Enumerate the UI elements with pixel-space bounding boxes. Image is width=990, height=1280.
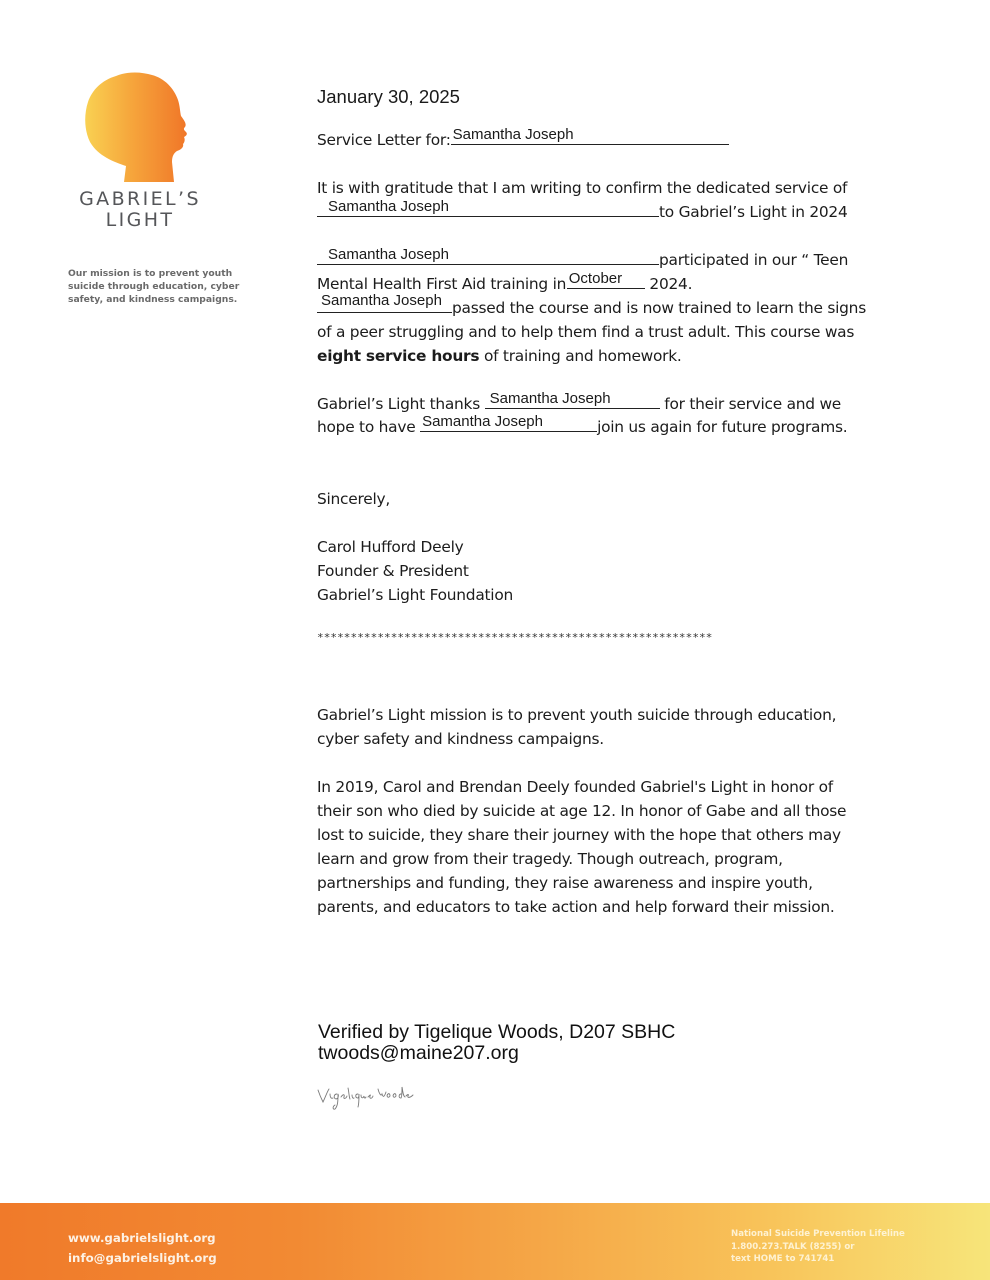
paragraph-2-line-4: of a peer struggling and to help them find a trust adult. This course was xyxy=(317,323,855,341)
volunteer-name-field-3[interactable]: Samantha Joseph xyxy=(317,296,452,313)
volunteer-name-field-5[interactable]: Samantha Joseph xyxy=(420,415,597,432)
email-link[interactable]: info@gabrielslight.org xyxy=(68,1251,217,1265)
training-month-field[interactable]: October xyxy=(567,272,645,289)
service-hours-emphasis: eight service hours xyxy=(317,347,480,365)
volunteer-name-field-4[interactable]: Samantha Joseph xyxy=(485,392,660,409)
service-letter-for-line: Service Letter for: Samantha Joseph xyxy=(317,128,729,152)
about-history: In 2019, Carol and Brendan Deely founded Gabriel's Light in honor of their son who died by suicide at age 12. In honor of Gabe and all those lost to suicide, they share their journey with the hope that others may learn and grow from their tragedy. Though outreach, program, partnerships and funding, they raise awareness and inspire youth, parents, and educators to take action and help forward their mission. xyxy=(317,778,847,916)
lifeline-text: text HOME to 741741 xyxy=(731,1254,835,1264)
signer-name: Carol Hufford Deely xyxy=(317,538,464,556)
signer-organization: Gabriel’s Light Foundation xyxy=(317,586,513,604)
letter-closing: Sincerely, xyxy=(317,490,390,508)
lifeline-phone: 1.800.273.TALK (8255) or xyxy=(731,1241,855,1252)
about-mission-line-2: cyber safety and kindness campaigns. xyxy=(317,730,604,748)
footer-banner xyxy=(0,1203,990,1280)
lifeline-info: National Suicide Prevention Lifeline 1.800.273.TALK (8255) or text HOME to 741741 xyxy=(731,1229,905,1264)
volunteer-name-field-1[interactable]: Samantha Joseph xyxy=(317,200,659,217)
verifier-email: twoods@maine207.org xyxy=(318,1042,519,1064)
child-profile-silhouette-icon xyxy=(84,70,194,184)
asterisk-separator: *********************************************************** xyxy=(317,631,713,644)
logo-wordmark-line1: GABRIEL’S xyxy=(79,188,201,210)
signer-title: Founder & President xyxy=(317,562,469,580)
letter-date: January 30, 2025 xyxy=(317,86,460,107)
volunteer-name-field-2[interactable]: Samantha Joseph xyxy=(317,248,659,265)
footer-contact xyxy=(68,1228,217,1268)
recipient-name-field[interactable]: Samantha Joseph xyxy=(451,128,729,145)
about-mission-line-1: Gabriel’s Light mission is to prevent youth suicide through education, xyxy=(317,706,837,724)
paragraph-2-line-3: Samantha Joseph passed the course and is now trained to learn the signs xyxy=(317,296,866,320)
logo-mission-statement: Our mission is to prevent youth suicide through education, cyber safety, and kindness campaigns. xyxy=(68,268,240,305)
paragraph-2-line-2: Mental Health First Aid training in October 2024. xyxy=(317,270,693,293)
paragraph-1-line-2: Samantha Joseph to Gabriel’s Light in 2024 xyxy=(317,200,848,224)
paragraph-2-line-1: Samantha Joseph participated in our “ Teen xyxy=(317,248,848,272)
verification-block xyxy=(318,1022,675,1064)
logo-wordmark-line2: LIGHT xyxy=(105,209,175,231)
website-link[interactable]: www.gabrielslight.org xyxy=(68,1231,216,1245)
handwritten-signature-icon xyxy=(316,1080,416,1114)
paragraph-3-line-2: hope to have Samantha Joseph join us again for future programs. xyxy=(317,413,848,436)
verified-by-text: Verified by Tigelique Woods, D207 SBHC xyxy=(318,1021,676,1043)
paragraph-2-line-5: eight service hours of training and homework. xyxy=(317,347,682,365)
paragraph-1-line-1: It is with gratitude that I am writing to confirm the dedicated service of xyxy=(317,179,848,197)
paragraph-3-line-1: Gabriel’s Light thanks Samantha Joseph for their service and we xyxy=(317,390,842,413)
